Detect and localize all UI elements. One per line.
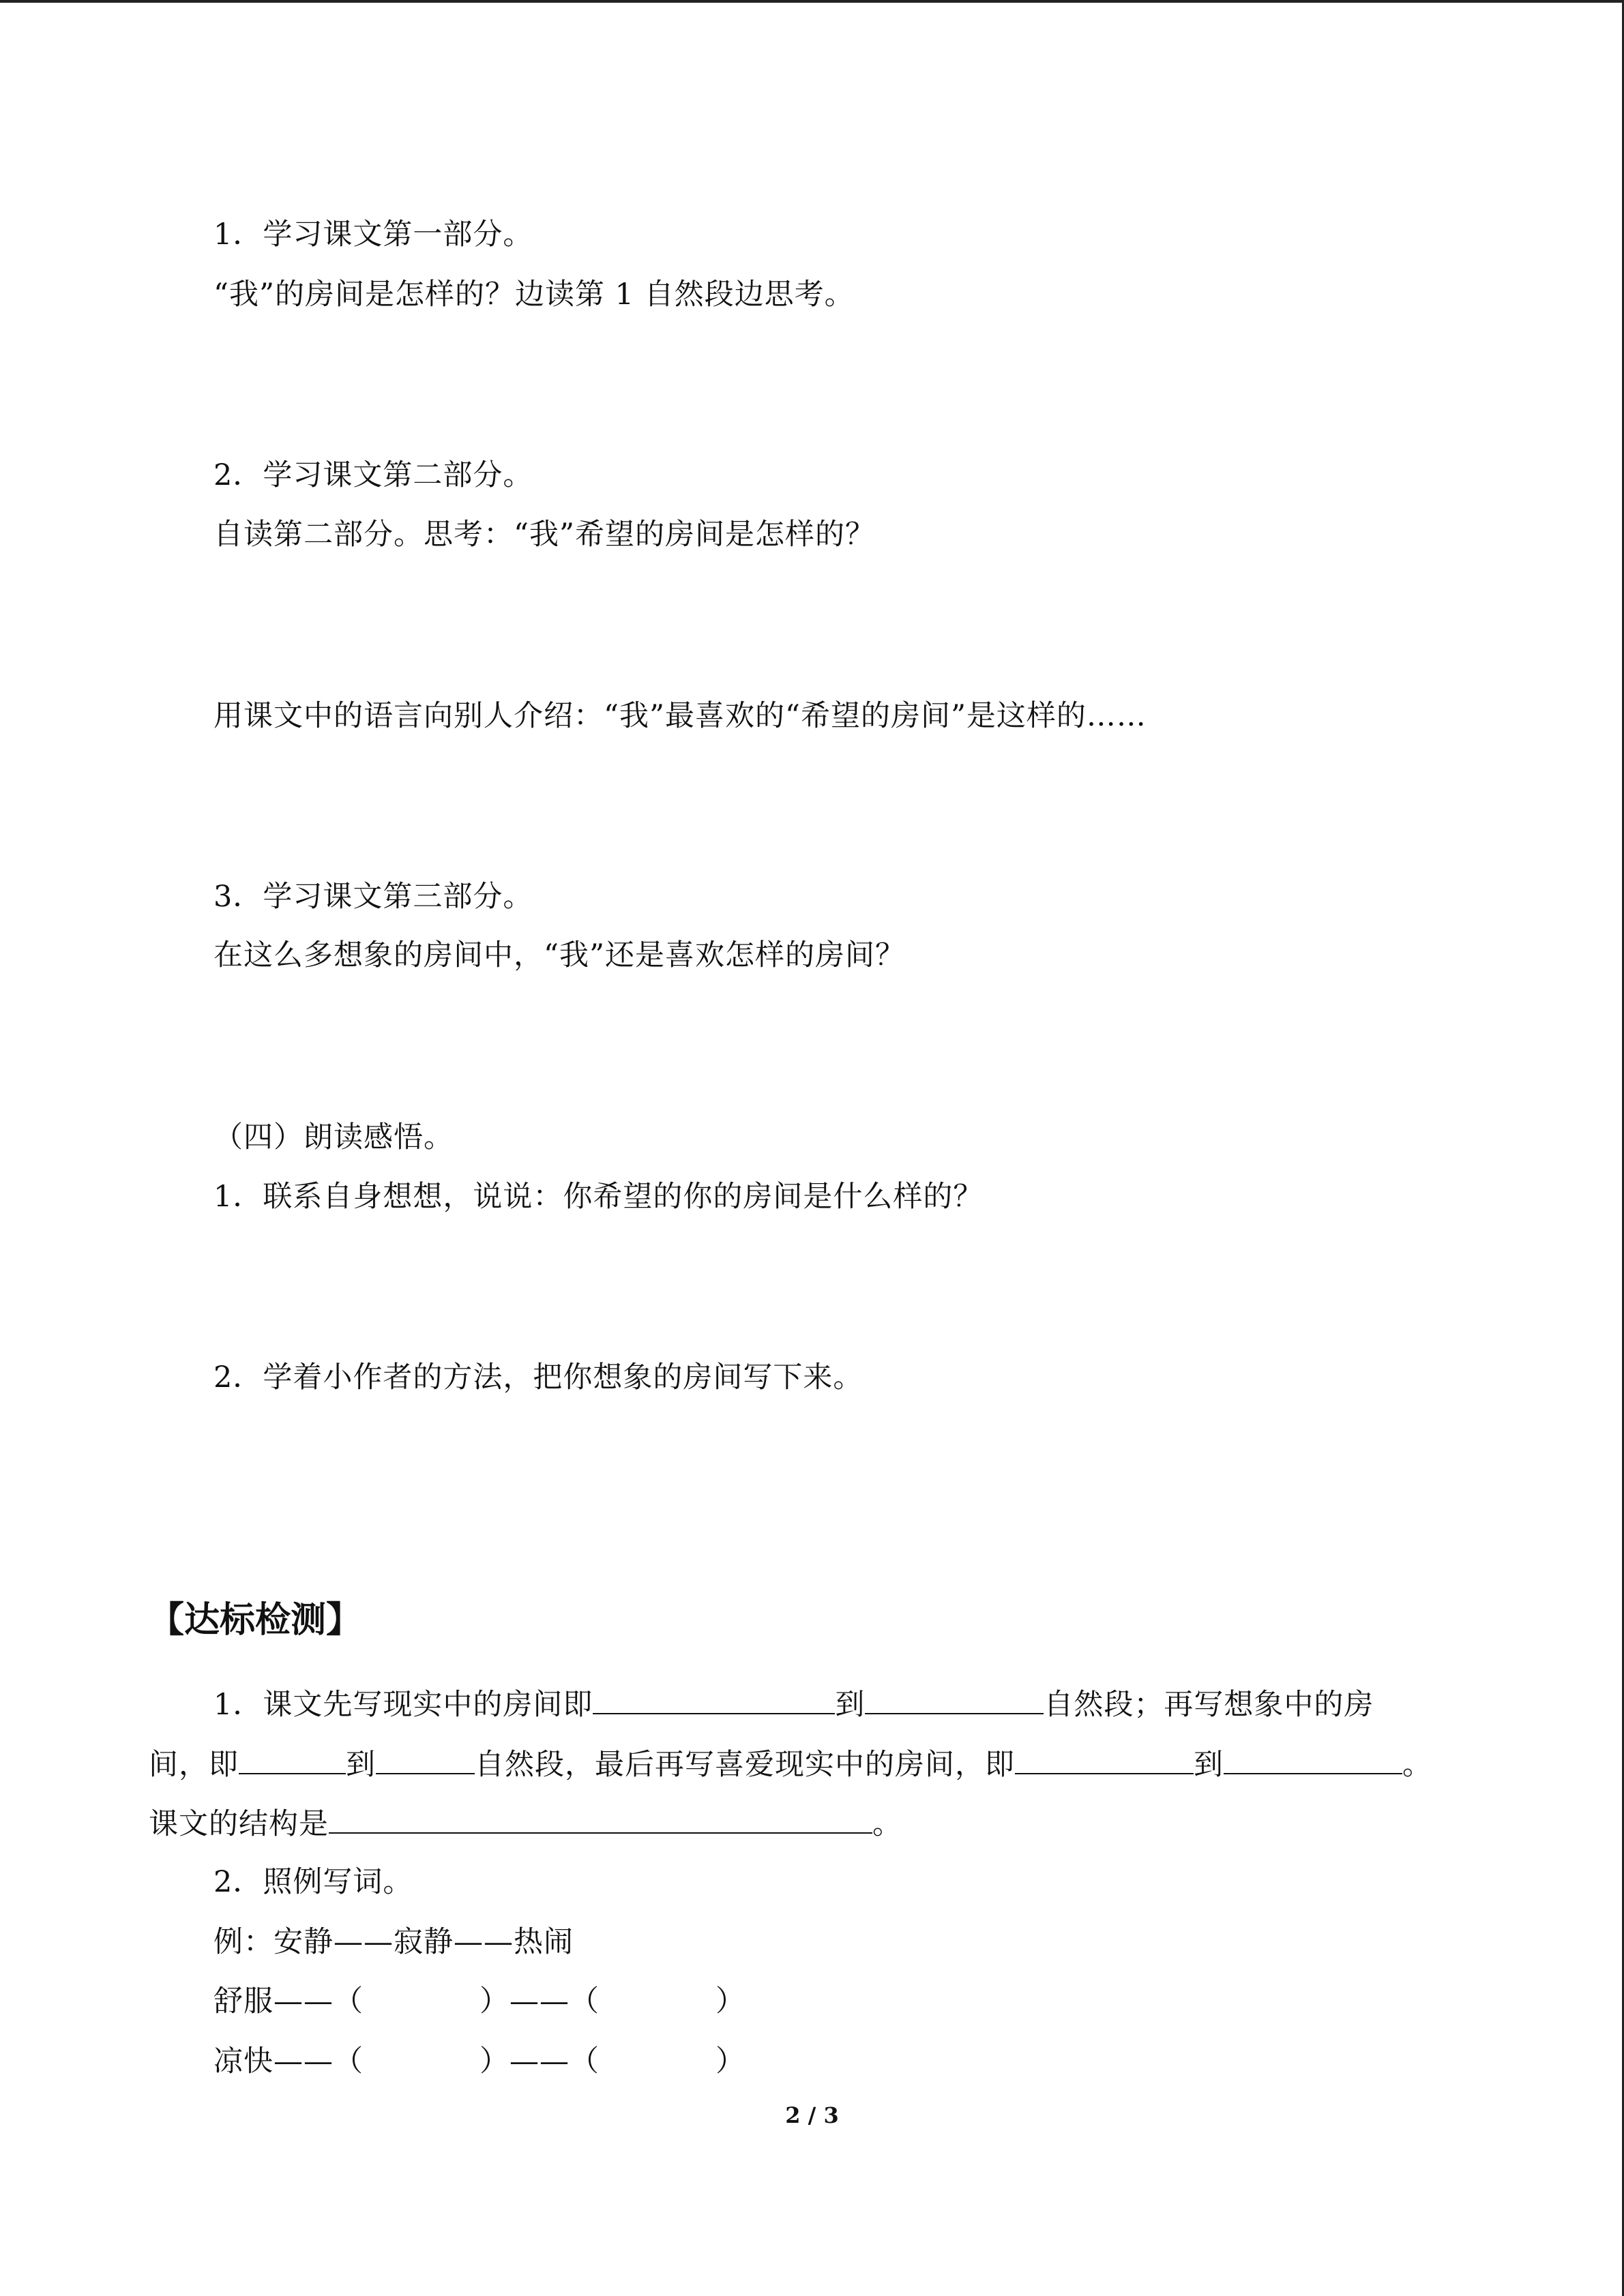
row2-word: 凉快——（: [213, 2044, 364, 2078]
test-q1-text-j: 。: [872, 1807, 902, 1841]
test-q1-text-b: 到: [835, 1688, 866, 1722]
page-number: 2 / 3: [785, 2102, 839, 2128]
test-q1-line2: [149, 1743, 1432, 1784]
item3-question: 在这么多想象的房间中，“我”还是喜欢怎样的房间？: [213, 938, 905, 972]
test-q1-line3: [149, 1802, 902, 1843]
section4-question-2: 2．学着小作者的方法，把你想象的房间写下来。: [213, 1360, 863, 1395]
test-q1-text-f: 自然段，最后再写喜爱现实中的房间，即: [475, 1748, 1015, 1782]
top-border-line: [0, 0, 1624, 3]
section4-question-1: 1．联系自身想想，说说：你希望的你的房间是什么样的？: [213, 1180, 984, 1214]
item2-task: 用课文中的语言向别人介绍：“我”最喜欢的“希望的房间”是这样的……: [213, 699, 1147, 733]
test-q1-text-i: 课文的结构是: [149, 1807, 329, 1841]
answer-blank-5[interactable]: [1015, 1743, 1194, 1774]
item3-title: 3．学习课文第三部分。: [213, 880, 533, 914]
answer-blank-1[interactable]: [593, 1683, 835, 1714]
test-heading: 【达标检测】: [149, 1600, 362, 1641]
test-q1-text-g: 到: [1194, 1748, 1224, 1782]
row1-mid: ）——（: [479, 1984, 600, 2018]
test-q2-row-1: [213, 1982, 745, 2021]
test-q1-text-e: 到: [346, 1748, 376, 1782]
row2-mid: ）——（: [479, 2044, 600, 2078]
test-q2-title: 2．照例写词。: [213, 1865, 413, 1899]
item2-title: 2．学习课文第二部分。: [213, 458, 533, 492]
answer-blank-2[interactable]: [865, 1683, 1044, 1714]
section4-title: （四）朗读感悟。: [213, 1120, 454, 1154]
test-q1-text-a: 1．课文先写现实中的房间即: [213, 1688, 593, 1722]
answer-blank-6[interactable]: [1224, 1743, 1402, 1774]
item1-title: 1．学习课文第一部分。: [213, 218, 533, 252]
test-q2-row-2: [213, 2042, 745, 2081]
answer-blank-3[interactable]: [239, 1743, 346, 1774]
test-q1-text-h: 。: [1402, 1748, 1432, 1782]
test-q1-line1: [213, 1683, 1374, 1724]
answer-blank-4[interactable]: [376, 1743, 475, 1774]
test-q1-text-d: 间，即: [149, 1748, 239, 1782]
test-q2-example: 例：安静——寂静——热闹: [213, 1925, 574, 1959]
row2-end: ）: [715, 2044, 745, 2078]
test-q1-text-c: 自然段；再写想象中的房: [1044, 1688, 1374, 1722]
row1-end: ）: [715, 1984, 745, 2018]
answer-blank-7[interactable]: [329, 1802, 872, 1834]
item1-question: “我”的房间是怎样的？边读第 1 自然段边思考。: [213, 278, 855, 312]
item2-question: 自读第二部分。思考：“我”希望的房间是怎样的？: [213, 518, 875, 552]
row1-word: 舒服——（: [213, 1984, 364, 2018]
